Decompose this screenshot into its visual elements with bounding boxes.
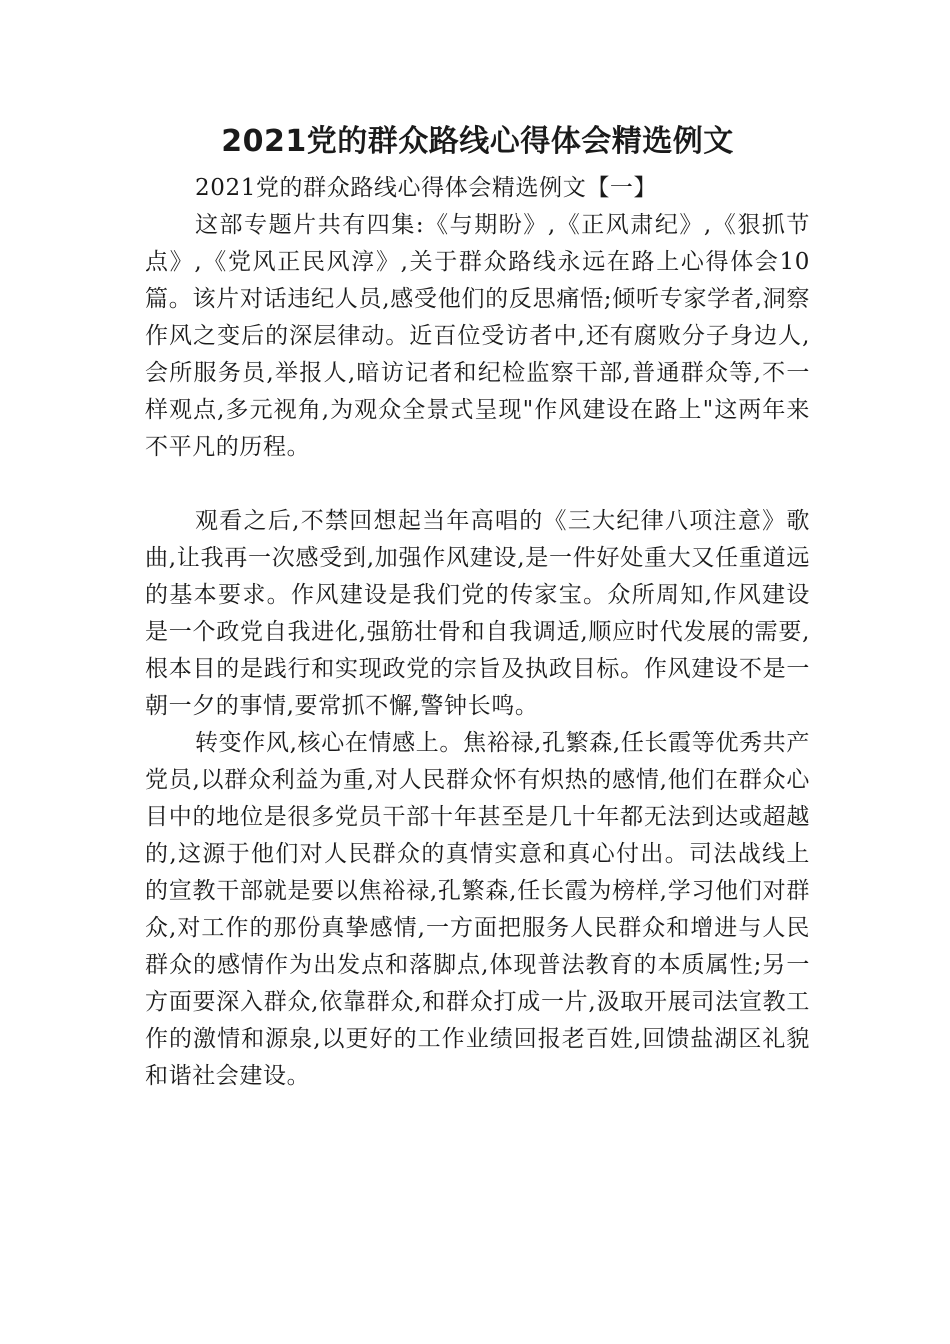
paragraph-3: 转变作风,核心在情感上。焦裕禄,孔繁森,任长霞等优秀共产党员,以群众利益为重,对人民群众怀有炽热的感情,他们在群众心目中的地位是很多党员干部十年甚至是几十年都无法到达或超越的,这源于他们对人民群众的真情实意和真心付出。司法战线上的宣教干部就是要以焦裕禄,孔繁森,任长霞为榜样,学习他们对群众,对工作的那份真挚感情,一方面把服务人民群众和增进与人民群众的感情作为出发点和落脚点,体现普法教育的本质属性;另一方面要深入群众,依靠群众,和群众打成一片,汲取开展司法宣教工作的激情和源泉,以更好的工作业绩回报老百姓,回馈盐湖区礼貌和谐社会建设。 (145, 730, 810, 1089)
paragraph-2: 观看之后,不禁回想起当年高唱的《三大纪律八项注意》歌曲,让我再一次感受到,加强作风建设,是一件好处重大又任重道远的基本要求。作风建设是我们党的传家宝。众所周知,作风建设是一个政党自我进化,强筋壮骨和自我调适,顺应时代发展的需要,根本目的是践行和实现政党的宗旨及执政目标。作风建设不是一朝一夕的事情,要常抓不懈,警钟长鸣。 (145, 508, 810, 719)
paragraph-1: 这部专题片共有四集:《与期盼》,《正风肃纪》,《狠抓节点》,《党风正民风淳》,关于群众路线永远在路上心得体会10篇。该片对话违纪人员,感受他们的反思痛悟;倾听专家学者,洞察作风之变后的深层律动。近百位受访者中,还有腐败分子身边人,会所服务员,举报人,暗访记者和纪检监察干部,普通群众等,不一样观点,多元视角,为观众全景式呈现"作风建设在路上"这两年来不平凡的历程。 (145, 212, 810, 460)
section-heading: 2021党的群众路线心得体会精选例文【一】 (195, 175, 658, 201)
document-page (145, 118, 810, 1095)
document-title: 2021党的群众路线心得体会精选例文 (221, 124, 734, 159)
paragraph-spacer (145, 466, 810, 503)
